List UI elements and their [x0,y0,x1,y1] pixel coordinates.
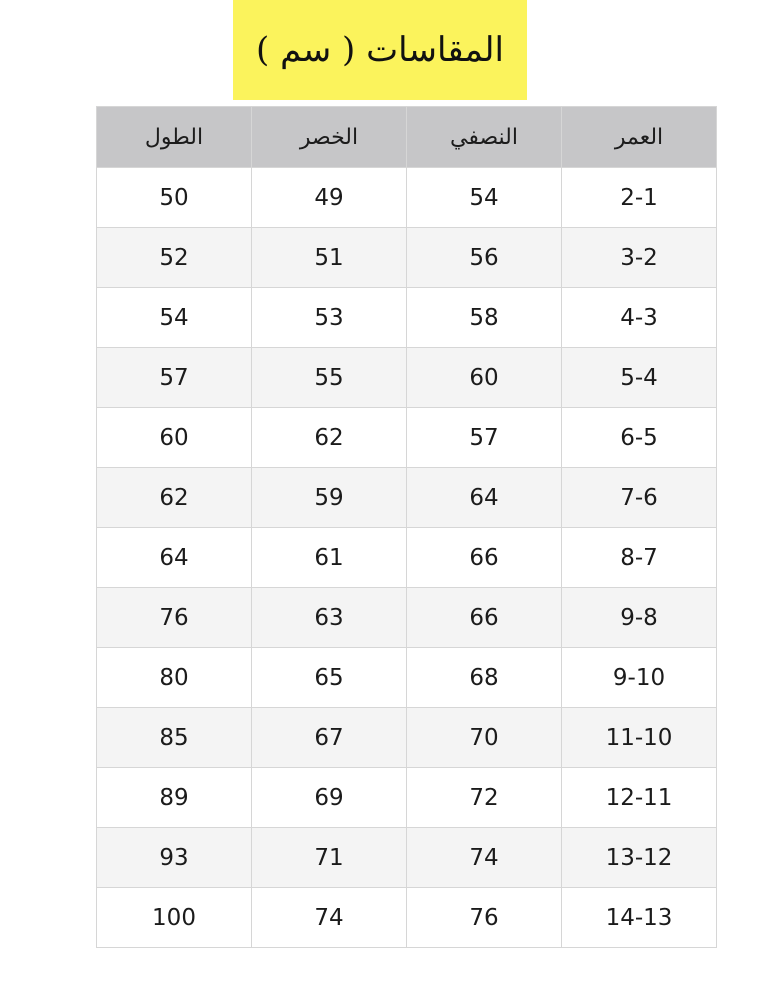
cell-hip: 60 [407,348,562,408]
cell-age: 9-8 [562,588,717,648]
cell-age: 11-10 [562,708,717,768]
table-row [97,828,717,888]
page-title: المقاسات ( سم ) [256,30,504,70]
cell-waist: 59 [252,468,407,528]
header-hip: النصفي [407,107,562,168]
cell-length: 50 [97,168,252,228]
cell-age: 9-10 [562,648,717,708]
header-length: الطول [97,107,252,168]
cell-age: 3-2 [562,228,717,288]
cell-hip: 66 [407,588,562,648]
table-row [97,648,717,708]
cell-length: 52 [97,228,252,288]
cell-age: 5-4 [562,348,717,408]
cell-hip: 58 [407,288,562,348]
table-body [97,168,717,948]
cell-length: 60 [97,408,252,468]
cell-waist: 63 [252,588,407,648]
cell-waist: 65 [252,648,407,708]
cell-age: 12-11 [562,768,717,828]
cell-hip: 74 [407,828,562,888]
cell-age: 14-13 [562,888,717,948]
table-row [97,288,717,348]
table-row [97,528,717,588]
cell-length: 64 [97,528,252,588]
cell-length: 57 [97,348,252,408]
cell-hip: 76 [407,888,562,948]
cell-length: 54 [97,288,252,348]
cell-length: 100 [97,888,252,948]
table-header [97,107,717,168]
header-age: العمر [562,107,717,168]
cell-waist: 49 [252,168,407,228]
cell-length: 76 [97,588,252,648]
table-row [97,168,717,228]
cell-hip: 64 [407,468,562,528]
cell-length: 85 [97,708,252,768]
table-row [97,588,717,648]
cell-waist: 51 [252,228,407,288]
cell-waist: 55 [252,348,407,408]
title-banner [233,0,527,100]
cell-age: 7-6 [562,468,717,528]
cell-age: 8-7 [562,528,717,588]
table-row [97,348,717,408]
cell-length: 89 [97,768,252,828]
header-waist: الخصر [252,107,407,168]
cell-age: 4-3 [562,288,717,348]
cell-hip: 66 [407,528,562,588]
table-row [97,888,717,948]
table-row [97,228,717,288]
table-row [97,768,717,828]
cell-hip: 54 [407,168,562,228]
cell-waist: 71 [252,828,407,888]
header-row [97,107,717,168]
cell-age: 2-1 [562,168,717,228]
cell-waist: 67 [252,708,407,768]
cell-waist: 53 [252,288,407,348]
cell-hip: 70 [407,708,562,768]
cell-waist: 62 [252,408,407,468]
cell-age: 13-12 [562,828,717,888]
table-row [97,708,717,768]
cell-waist: 69 [252,768,407,828]
cell-waist: 61 [252,528,407,588]
cell-hip: 57 [407,408,562,468]
table-row [97,408,717,468]
cell-length: 80 [97,648,252,708]
cell-waist: 74 [252,888,407,948]
size-table [96,106,717,948]
cell-hip: 56 [407,228,562,288]
cell-length: 62 [97,468,252,528]
cell-hip: 72 [407,768,562,828]
cell-length: 93 [97,828,252,888]
table-row [97,468,717,528]
cell-age: 6-5 [562,408,717,468]
cell-hip: 68 [407,648,562,708]
